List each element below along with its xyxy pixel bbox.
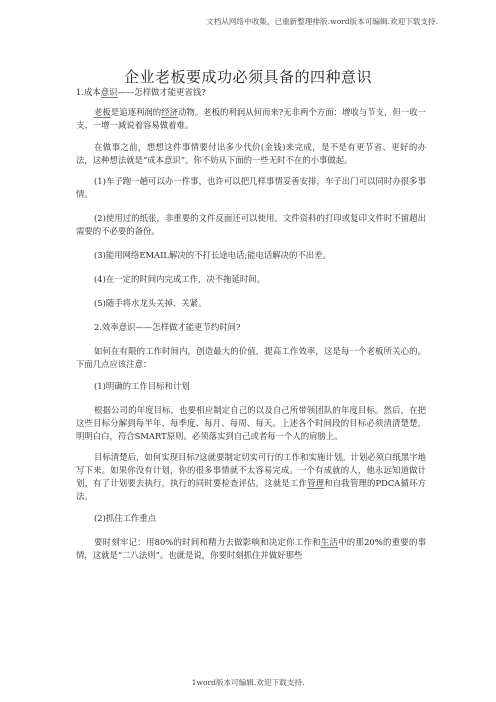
list-item: (2)使用过的纸张，非重要的文件反面还可以使用。文件资料的打印或复印文件时不留超出需要的不必要的备份。 bbox=[76, 213, 426, 236]
hyperlink-text: 经济 bbox=[161, 107, 178, 117]
header-note: 文档从网络中收集，已重新整理排版.word版本可编辑.欢迎下载支持. bbox=[206, 17, 438, 26]
hyperlink-text: 意识 bbox=[100, 87, 118, 97]
list-item: (1)明确的工作目标和计划 bbox=[94, 380, 190, 391]
hyperlink-text: 生活 bbox=[320, 536, 339, 547]
list-item: (2)抓住工作重点 bbox=[94, 512, 157, 523]
footer-note: 1word版本可编辑.欢迎下载支持. bbox=[191, 678, 305, 687]
paragraph: 老板是追逐利润的经济动物。老板的利润从何而来?无非两个方面：增收与节支，但一收一支、一增一减说着容易做着难。 bbox=[76, 107, 426, 130]
section-1-heading: 1.成本意识——怎样做才能更省钱? bbox=[76, 87, 206, 97]
list-item: (4)在一定的时间内完成工作，决不拖延时间。 bbox=[94, 274, 265, 284]
list-item: (5)随手将水龙头关掉、关紧。 bbox=[94, 298, 207, 308]
paragraph: 要时刻牢记：用80%的时间和精力去做影响和决定你工作和生活中的那20%的重要的事情，这就是“二八法则”。也就是说，你要时刻抓住并做好那些 bbox=[76, 536, 426, 560]
paragraph: 在做事之前，想想这件事情要付出多少代价(金钱)来完成，是不是有更节省、更好的办法，这种想法就是“成本意识”。你不妨从下面的一些无时不在的小事做起。 bbox=[76, 141, 426, 165]
paragraph: 如何在有限的工作时间内，创造最大的价值，提高工作效率，这是每一个老板所关心的。下面几点应该注意： bbox=[76, 346, 426, 369]
document-title: 企业老板要成功必须具备的四种意识 bbox=[123, 68, 372, 86]
paragraph: 根据公司的年度目标，也要相应制定自己的以及自己所带领团队的年度目标。然后，在把这些目标分解到每半年、每季度、每月、每周、每天。上述各个时间段的目标必须清清楚楚，明明白白，符合SMART原则。必须落实到自己或者每一个人的肩膀上。 bbox=[76, 404, 426, 441]
list-item: (3)能用网络EMAIL解决的不打长途电话;能电话解决的不出差。 bbox=[94, 250, 331, 260]
section-2-heading: 2.效率意识——怎样做才能更节约时间? bbox=[94, 322, 241, 332]
hyperlink-text: 老板 bbox=[94, 107, 111, 117]
paragraph: 目标清楚后，如何实现目标?这就要制定切实可行的工作和实施计划。计划必须白纸黑字地写下来。如果你没有计划，你的很多事情就不太容易完成。一个有成就的人，他永远知道做计划，有了计划要去执行，执行的同时要检查评估，这就是工作管理和自我管理的PDCA循环方法。 bbox=[76, 452, 427, 501]
document-body bbox=[76, 86, 426, 570]
list-item: (1)车子跑一趟可以办一件事，也许可以把几样事情妥善安排，车子出门可以同时办很多事情。 bbox=[76, 176, 426, 199]
hyperlink-text: 管理 bbox=[307, 478, 325, 488]
